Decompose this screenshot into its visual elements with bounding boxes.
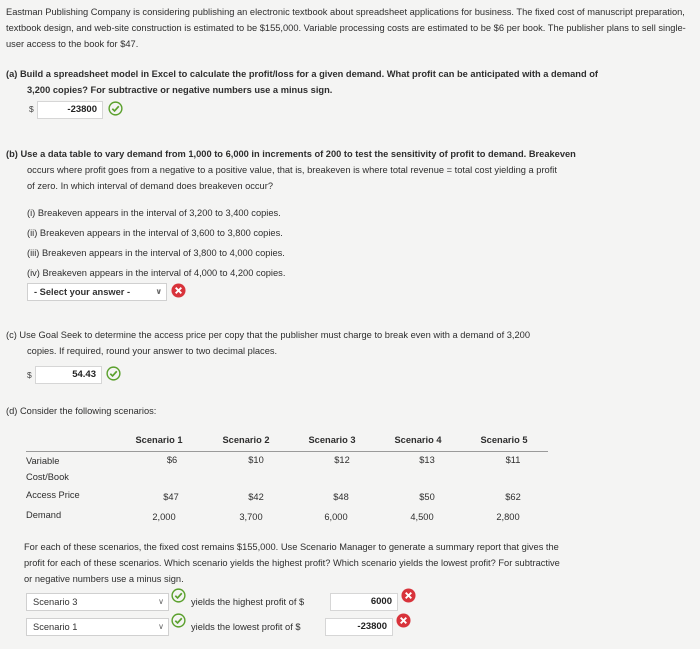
scenario-4-header: Scenario 4 <box>394 435 442 445</box>
check-icon <box>171 613 186 628</box>
table-cell: $47 <box>163 492 179 502</box>
table-cell: 3,700 <box>239 512 263 522</box>
table-cell: 2,800 <box>496 512 520 522</box>
table-divider <box>26 451 548 452</box>
part-a-line1: (a) Build a spreadsheet model in Excel to calculate the profit/loss for a given demand. What profit can be anticipated with a demand of <box>6 69 599 79</box>
part-c-line1: (c) Use Goal Seek to determine the access price per copy that the publisher must charge to break even with a demand of 3,200 <box>6 330 531 340</box>
part-b-options <box>27 203 285 283</box>
lowest-select-value: Scenario 1 <box>33 622 78 632</box>
chevron-down-icon: ∨ <box>158 622 164 631</box>
part-c-answer-input[interactable]: 54.43 <box>35 366 102 384</box>
part-a-currency: $ <box>29 104 34 114</box>
table-cell: $12 <box>334 455 350 465</box>
table-cell: $11 <box>505 455 521 465</box>
highest-text: yields the highest profit of $ <box>191 597 305 607</box>
option-iii: (iii) Breakeven appears in the interval of 3,800 to 4,000 copies. <box>27 248 285 258</box>
table-cell: $48 <box>333 492 349 502</box>
part-a-line2: 3,200 copies? For subtractive or negative numbers use a minus sign. <box>27 85 333 95</box>
part-d-line2: profit for each of these scenarios. Which scenario yields the highest profit? Which scenario yields the lowest profit? For subtractive <box>24 558 560 568</box>
part-b-line3: of zero. In which interval of demand does breakeven occur? <box>27 181 273 191</box>
row-access-price-label: Access Price <box>26 490 80 500</box>
scenario-3-header: Scenario 3 <box>308 435 356 445</box>
chevron-down-icon: ∨ <box>155 287 162 296</box>
highest-profit-input[interactable]: 6000 <box>330 593 398 611</box>
table-cell: $6 <box>166 455 178 465</box>
row-demand-label: Demand <box>26 510 62 520</box>
part-a-question <box>6 66 696 98</box>
cross-icon <box>171 283 186 298</box>
table-cell: $13 <box>419 455 435 465</box>
lowest-text: yields the lowest profit of $ <box>191 622 301 632</box>
part-c-line2: copies. If required, round your answer to two decimal places. <box>27 346 278 356</box>
part-d-line1: For each of these scenarios, the fixed cost remains $155,000. Use Scenario Manager to generate a summary report that gives the <box>24 542 559 552</box>
table-cell: 6,000 <box>324 512 348 522</box>
lowest-scenario-select[interactable] <box>26 618 169 636</box>
table-cell: 4,500 <box>410 512 434 522</box>
part-c-currency: $ <box>27 370 32 380</box>
row-label-line1: Variable <box>26 456 60 466</box>
part-d-heading: (d) Consider the following scenarios: <box>6 406 157 416</box>
scenario-2-header: Scenario 2 <box>222 435 270 445</box>
part-b-line2: occurs where profit goes from a negative to a positive value, that is, breakeven is where total revenue = total cost yielding a profit <box>27 165 557 175</box>
table-cell: $62 <box>505 492 521 502</box>
part-c-question <box>6 327 696 359</box>
check-icon <box>171 588 186 603</box>
part-d-line3: or negative numbers use a minus sign. <box>24 574 184 584</box>
check-icon <box>106 366 121 381</box>
cross-icon <box>396 613 411 628</box>
problem-intro: Eastman Publishing Company is considering publishing an electronic textbook about spreadsheet applications for business. The fixed cost of manuscript preparation, textbook design, and web-site construction is estimated to be $155,000. Variable processing costs are estimated to be $6 per book. The publisher plans to sell single-user access to the book for $47. <box>6 7 686 49</box>
table-cell: $50 <box>419 492 435 502</box>
lowest-profit-input[interactable]: -23800 <box>325 618 393 636</box>
highest-scenario-select[interactable] <box>26 593 169 611</box>
part-b-answer-select[interactable] <box>27 283 167 301</box>
part-b-select-value: - Select your answer - <box>34 287 131 297</box>
part-b-question <box>6 146 696 194</box>
chevron-down-icon: ∨ <box>158 597 164 606</box>
table-cell: $42 <box>248 492 264 502</box>
highest-select-value: Scenario 3 <box>33 597 78 607</box>
part-a-answer-input[interactable]: -23800 <box>37 101 103 119</box>
scenario-1-header: Scenario 1 <box>135 435 183 445</box>
check-icon <box>108 101 123 116</box>
table-cell: $10 <box>248 455 264 465</box>
option-i: (i) Breakeven appears in the interval of 3,200 to 3,400 copies. <box>27 208 281 218</box>
row-variable-label <box>26 453 69 485</box>
row-label-line2: Cost/Book <box>26 472 69 482</box>
cross-icon <box>401 588 416 603</box>
option-iv: (iv) Breakeven appears in the interval of 4,000 to 4,200 copies. <box>27 268 286 278</box>
part-b-line1: (b) Use a data table to vary demand from 1,000 to 6,000 in increments of 200 to test the sensitivity of profit to demand. Breakeven <box>6 149 576 159</box>
option-ii: (ii) Breakeven appears in the interval of 3,600 to 3,800 copies. <box>27 228 283 238</box>
scenario-5-header: Scenario 5 <box>480 435 528 445</box>
part-d-instructions <box>24 539 694 587</box>
table-cell: 2,000 <box>152 512 176 522</box>
